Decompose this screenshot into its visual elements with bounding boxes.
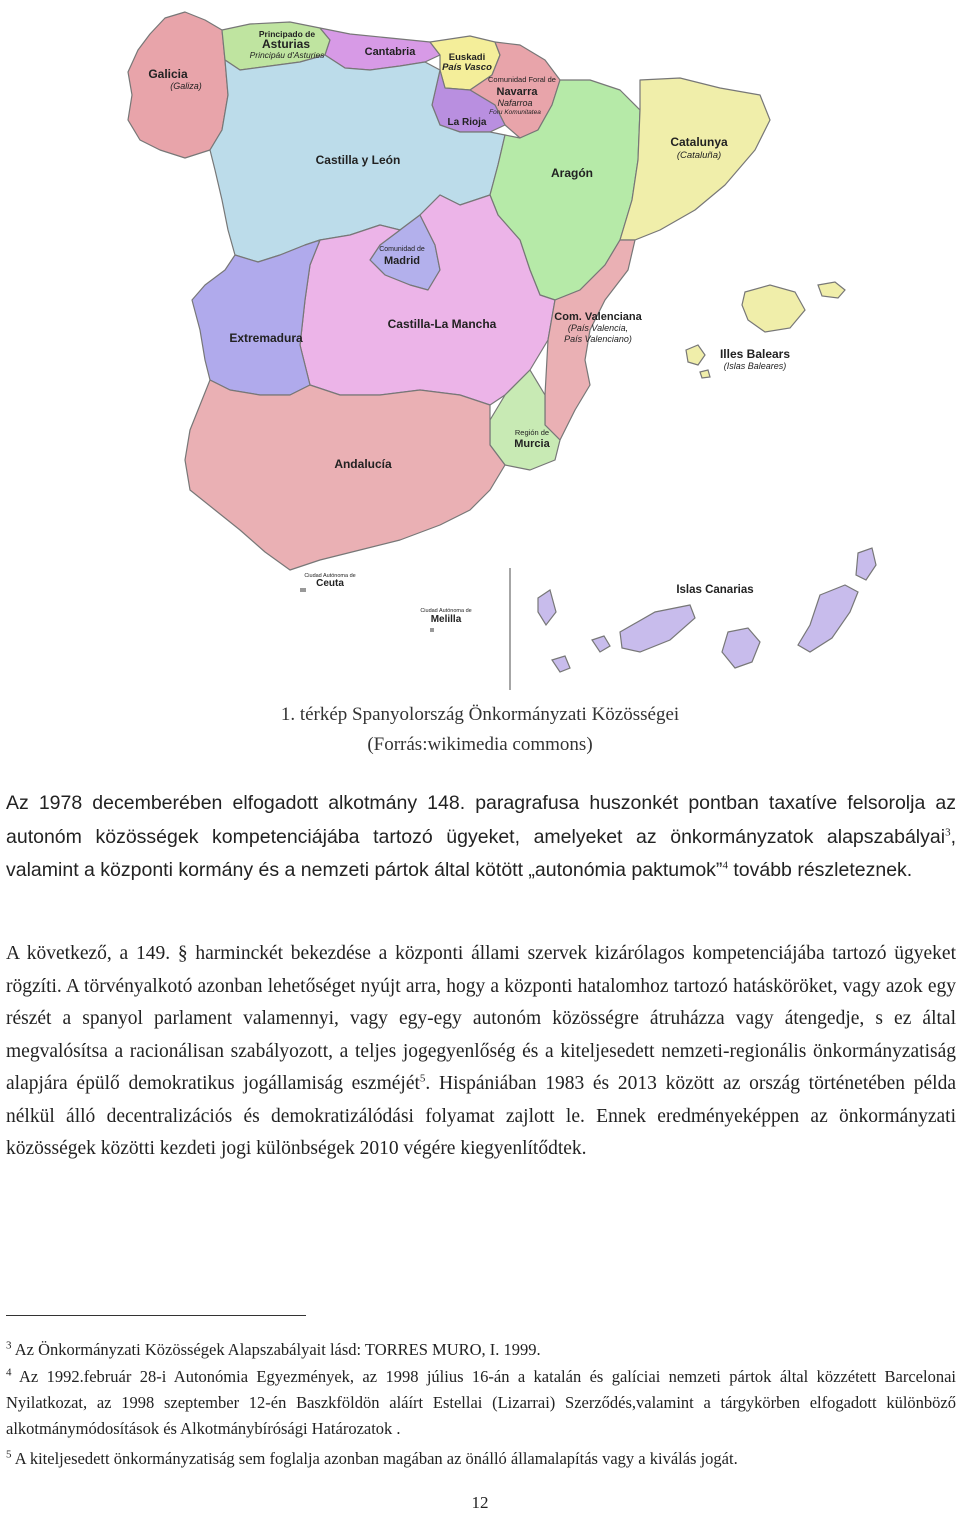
label-castilla-leon: Castilla y León xyxy=(315,153,401,167)
para1-text-c: tovább részleteznek. xyxy=(727,859,913,881)
footnote-number-5: 5 xyxy=(6,1448,12,1461)
label-madrid-2: Madrid xyxy=(383,255,421,267)
island-la-palma xyxy=(538,590,556,625)
label-valenciana: Com. Valenciana xyxy=(554,311,642,323)
label-baleares: Illes Balears xyxy=(719,347,791,361)
island-mallorca xyxy=(742,285,805,332)
label-euskadi: Euskadi xyxy=(448,52,486,63)
figure-caption-line1: 1. térkép Spanyolország Önkormányzati Közösségei xyxy=(280,704,680,725)
label-castilla-mancha: Castilla-La Mancha xyxy=(387,317,497,331)
region-extremadura xyxy=(192,240,320,395)
label-ceuta-1: Ciudad Autónoma de xyxy=(304,573,356,579)
spain-regions-map xyxy=(0,0,960,700)
ceuta-marker xyxy=(300,588,306,592)
label-navarra-2: Navarra xyxy=(496,86,538,98)
island-formentera xyxy=(700,370,710,378)
page-number: 12 xyxy=(471,1493,489,1512)
footnote-ref-4[interactable]: 4 xyxy=(722,859,728,872)
para2-text-b: harminckét bekezdése a központi állami szervek kizárólagos kompetenciájába tartozó ügyeket rögzíti. A törvényalkotó azonban lehetőséget nyújt arra, hogy a központi hatalomhoz tartozó hatásköröket, vagy azok egy részét a spanyol parlament valamennyi, vagy egy-egy autonóm közösségre átruházza vagy átengedje, s ez által megvalósítsa a racionálisan szabályozott, a teljes jogegyenlőség és a kiteljesedett nemzeti-regionális önkormányzatiság alapjára épülő demokratikus jogállamiság eszméjét xyxy=(6,943,956,1094)
island-tenerife xyxy=(620,605,695,652)
island-ibiza xyxy=(686,345,705,365)
footnote-5 xyxy=(6,1446,956,1472)
label-navarra-alt: Nafarroa xyxy=(497,98,533,108)
label-murcia-1: Región de xyxy=(514,428,550,437)
label-asturias-alt: Principáu d'Asturies xyxy=(249,50,325,60)
island-fuerteventura xyxy=(798,585,858,652)
island-lanzarote xyxy=(856,548,876,580)
label-murcia-2: Murcia xyxy=(514,438,550,450)
para1-text-b: , valamint a központi kormány és a nemzeti pártok által kötött „autonómia paktumok” xyxy=(6,825,956,881)
footnote-divider xyxy=(6,1315,306,1316)
label-canarias: Islas Canarias xyxy=(676,584,754,596)
label-euskadi-alt: País Vasco xyxy=(442,62,492,73)
footnote-3 xyxy=(6,1337,956,1363)
label-galicia-alt: (Galiza) xyxy=(170,81,202,91)
label-catalunya: Catalunya xyxy=(670,135,728,149)
label-navarra-alt2: Foru Komunitatea xyxy=(489,109,541,116)
footnote-4-text: Az 1992.február 28-i Autonómia Egyezmények, az 1998 július 16-án a katalán és galíciai nemzeti pártok által közzétett Barcelonai Nyilatkozat, az 1998 szeptember 12-én Baszkföldön aláírt Estellai (Lizarrai) Szerződés,valamint a tárgykörben elfogadott különböző alkotmánymódosítások és Alkotmánybírósági Határozatok . xyxy=(6,1367,956,1438)
label-extremadura: Extremadura xyxy=(229,331,303,345)
label-navarra-1: Comunidad Foral de xyxy=(488,75,556,84)
island-el-hierro xyxy=(552,656,570,672)
label-melilla-2: Melilla xyxy=(430,614,462,625)
label-galicia: Galicia xyxy=(148,67,188,81)
para2-text-a: A következő, a 149. xyxy=(6,943,178,964)
island-la-gomera xyxy=(592,636,610,652)
label-andalucia: Andalucía xyxy=(334,457,392,471)
region-andalucia xyxy=(185,380,505,570)
footnote-4 xyxy=(6,1364,956,1442)
melilla-marker xyxy=(430,628,434,632)
label-valenciana-alt: (País Valencia, xyxy=(567,323,629,333)
label-baleares-alt: (Islas Baleares) xyxy=(723,361,787,371)
footnote-3-text: Az Önkormányzati Közösségek Alapszabályait lásd: TORRES MURO, I. 1999. xyxy=(11,1340,541,1359)
para1-text-a: Az 1978 decemberében elfogadott alkotmány 148. paragrafusa huszonkét pontban taxatíve felsorolja az autonóm közösségek kompetenciájába tartozó ügyeket, amelyeket az önkormányzatok alapszabályai xyxy=(6,792,956,848)
label-cantabria: Cantabria xyxy=(364,46,416,58)
footnote-ref-5[interactable]: 5 xyxy=(419,1072,426,1085)
label-aragon: Aragón xyxy=(551,166,593,180)
island-menorca xyxy=(818,282,845,298)
label-asturias-1: Principado de xyxy=(258,29,316,39)
label-ceuta-2: Ceuta xyxy=(316,578,344,589)
paragraph-1 xyxy=(6,787,956,888)
section-sign: § xyxy=(177,943,188,964)
footnote-5-text: A kiteljesedett önkormányzatiság sem foglalja azonban magában az önálló államalapítás vagy a kiválás jogát. xyxy=(11,1449,738,1468)
paragraph-2 xyxy=(6,938,956,1166)
label-rioja: La Rioja xyxy=(447,117,487,128)
label-catalunya-alt: (Cataluña) xyxy=(676,150,722,161)
para2-text-c: . Hispániában 1983 és 2013 között az ország történetében példa nélkül álló decentralizációs és demokratizálódási folyamat zajlott le. Ennek eredményeképpen az önkormányzati közösségek közötti kezdeti jogi különbségek 2010 végére kiegyenlítődtek. xyxy=(6,1073,956,1159)
label-melilla-1: Ciudad Autónoma de xyxy=(420,608,472,614)
footnote-number-3: 3 xyxy=(6,1339,12,1352)
label-madrid-1: Comunidad de xyxy=(379,246,425,253)
island-gran-canaria xyxy=(722,628,760,668)
label-asturias-2: Asturias xyxy=(261,37,311,51)
footnote-number-4: 4 xyxy=(6,1366,12,1379)
footnote-ref-3[interactable]: 3 xyxy=(945,826,951,838)
label-valenciana-alt2: País Valenciano) xyxy=(564,334,632,344)
figure-caption-line2: (Forrás:wikimedia commons) xyxy=(367,734,593,755)
